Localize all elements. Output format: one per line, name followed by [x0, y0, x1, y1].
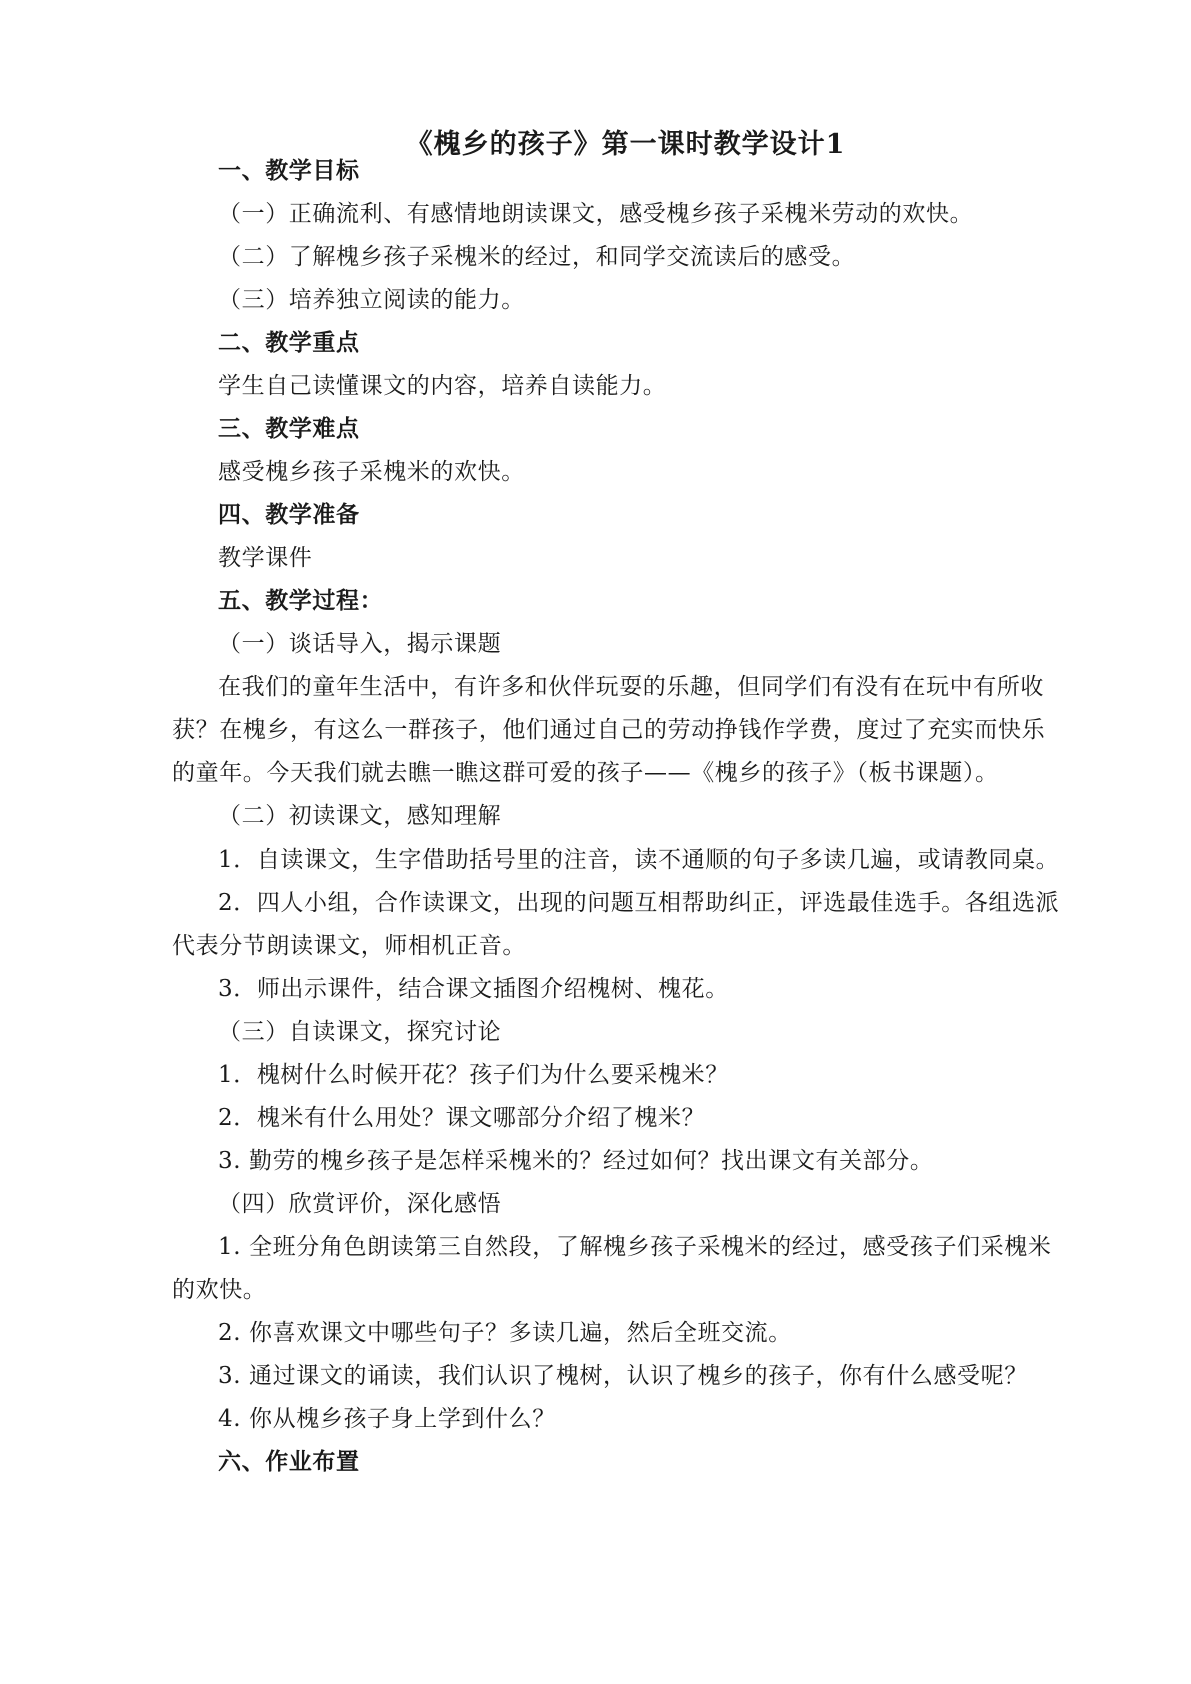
- process-part2-item-1: 1．自读课文，生字借助括号里的注音，读不通顺的句子多读几遍，或请教同桌。: [218, 847, 1060, 873]
- process-part3-item-1: 1．槐树什么时候开花？孩子们为什么要采槐米？: [218, 1062, 729, 1088]
- process-part1-paragraph-line: 在我们的童年生活中，有许多和伙伴玩耍的乐趣，但同学们有没有在玩中有所收: [218, 674, 1044, 700]
- difficulties-text: 感受槐乡孩子采槐米的欢快。: [218, 459, 525, 485]
- heading-preparation: 四、教学准备: [218, 501, 360, 528]
- process-part4-item-2: 2. 你喜欢课文中哪些句子？多读几遍，然后全班交流。: [218, 1320, 792, 1346]
- process-part1-heading: （一）谈话导入，揭示课题: [218, 631, 502, 657]
- process-part2-item-3: 3．师出示课件，结合课文插图介绍槐树、槐花。: [218, 976, 729, 1002]
- process-part3-heading: （三）自读课文，探究讨论: [218, 1019, 502, 1045]
- document-title: 《槐乡的孩子》第一课时教学设计1: [405, 129, 846, 160]
- process-part2-item-2-cont: 代表分节朗读课文，师相机正音。: [172, 933, 526, 959]
- preparation-text: 教学课件: [218, 545, 313, 571]
- heading-process: 五、教学过程：: [218, 587, 384, 614]
- process-part4-item-1-cont: 的欢快。: [172, 1277, 267, 1303]
- process-part1-paragraph-line: 获？在槐乡，有这么一群孩子，他们通过自己的劳动挣钱作学费，度过了充实而快乐: [172, 717, 1046, 743]
- process-part1-paragraph-line: 的童年。今天我们就去瞧一瞧这群可爱的孩子——《槐乡的孩子》（板书课题）。: [172, 760, 999, 786]
- objective-item-3: （三）培养独立阅读的能力。: [218, 287, 525, 313]
- process-part3-item-2: 2．槐米有什么用处？课文哪部分介绍了槐米？: [218, 1105, 706, 1131]
- process-part3-item-3: 3. 勤劳的槐乡孩子是怎样采槐米的？经过如何？找出课文有关部分。: [218, 1148, 934, 1174]
- process-part4-item-3: 3. 通过课文的诵读，我们认识了槐树，认识了槐乡的孩子，你有什么感受呢？: [218, 1363, 1028, 1389]
- process-part4-item-1: 1. 全班分角色朗读第三自然段，了解槐乡孩子采槐米的经过，感受孩子们采槐米: [218, 1234, 1052, 1260]
- heading-difficulties: 三、教学难点: [218, 415, 360, 442]
- objective-item-2: （二）了解槐乡孩子采槐米的经过，和同学交流读后的感受。: [218, 244, 856, 270]
- key-points-text: 学生自己读懂课文的内容，培养自读能力。: [218, 373, 667, 399]
- process-part2-item-2: 2．四人小组，合作读课文，出现的问题互相帮助纠正，评选最佳选手。各组选派: [218, 890, 1060, 916]
- process-part2-heading: （二）初读课文，感知理解: [218, 803, 502, 829]
- heading-key-points: 二、教学重点: [218, 329, 360, 356]
- process-part4-item-4: 4. 你从槐乡孩子身上学到什么？: [218, 1406, 556, 1432]
- objective-item-1: （一）正确流利、有感情地朗读课文，感受槐乡孩子采槐米劳动的欢快。: [218, 201, 974, 227]
- heading-objectives: 一、教学目标: [218, 157, 360, 184]
- heading-homework: 六、作业布置: [218, 1448, 360, 1475]
- process-part4-heading: （四）欣赏评价，深化感悟: [218, 1191, 502, 1217]
